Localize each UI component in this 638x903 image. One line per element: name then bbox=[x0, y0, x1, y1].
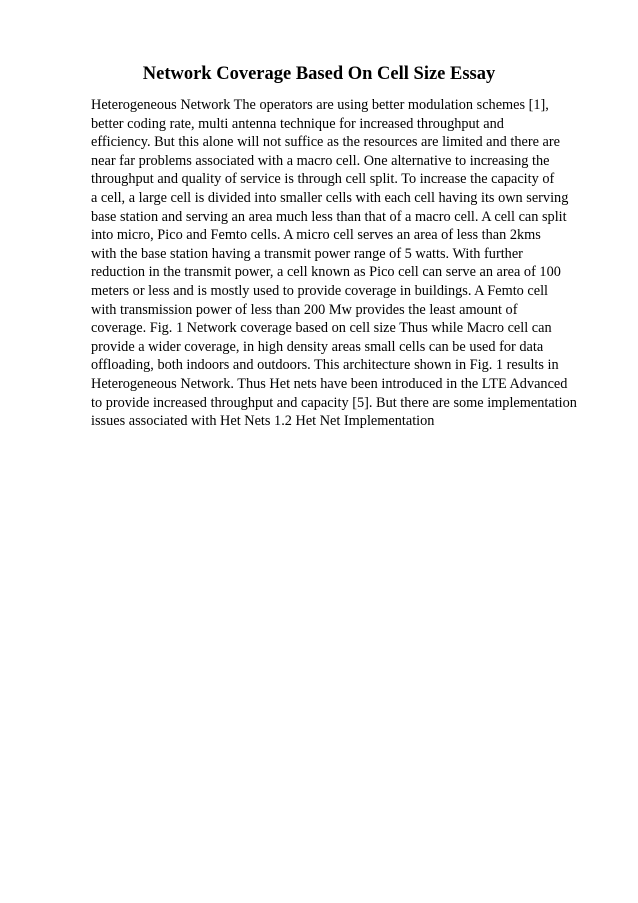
text-line: a cell, a large cell is divided into smaller cells with each cell having its own serving bbox=[91, 189, 569, 206]
text-line: better coding rate, multi antenna technique for increased throughput and bbox=[91, 115, 504, 132]
text-line: near far problems associated with a macro cell. One alternative to increasing the bbox=[91, 152, 550, 169]
text-line: Heterogeneous Network The operators are using better modulation schemes [1], bbox=[91, 97, 549, 113]
text-line: provide a wider coverage, in high density areas small cells can be used for data bbox=[91, 338, 544, 355]
text-line: with the base station having a transmit power range of 5 watts. With further bbox=[91, 245, 523, 262]
text-line: to provide increased throughput and capacity [5]. But there are some implementation bbox=[91, 394, 577, 411]
text-line: base station and serving an area much less than that of a macro cell. A cell can split bbox=[91, 208, 567, 225]
text-line: issues associated with Het Nets 1.2 Het Net Implementation bbox=[91, 413, 435, 430]
text-line: efficiency. But this alone will not suffice as the resources are limited and there are bbox=[91, 134, 560, 151]
text-line: reduction in the transmit power, a cell known as Pico cell can serve an area of 100 bbox=[91, 264, 561, 281]
text-line: into micro, Pico and Femto cells. A micro cell serves an area of less than 2kms bbox=[91, 227, 541, 244]
document-title: Network Coverage Based On Cell Size Essay bbox=[142, 64, 496, 84]
text-line: with transmission power of less than 200 Mw provides the least amount of bbox=[91, 301, 518, 318]
text-line: Heterogeneous Network. Thus Het nets have been introduced in the LTE Advanced bbox=[91, 375, 568, 392]
text-line: offloading, both indoors and outdoors. This architecture shown in Fig. 1 results in bbox=[91, 357, 559, 374]
text-line: coverage. Fig. 1 Network coverage based on cell size Thus while Macro cell can bbox=[91, 320, 552, 337]
text-line: meters or less and is mostly used to provide coverage in buildings. A Femto cell bbox=[91, 282, 549, 299]
text-line: throughput and quality of service is through cell split. To increase the capacity of bbox=[91, 171, 555, 188]
essay-body bbox=[91, 96, 591, 431]
